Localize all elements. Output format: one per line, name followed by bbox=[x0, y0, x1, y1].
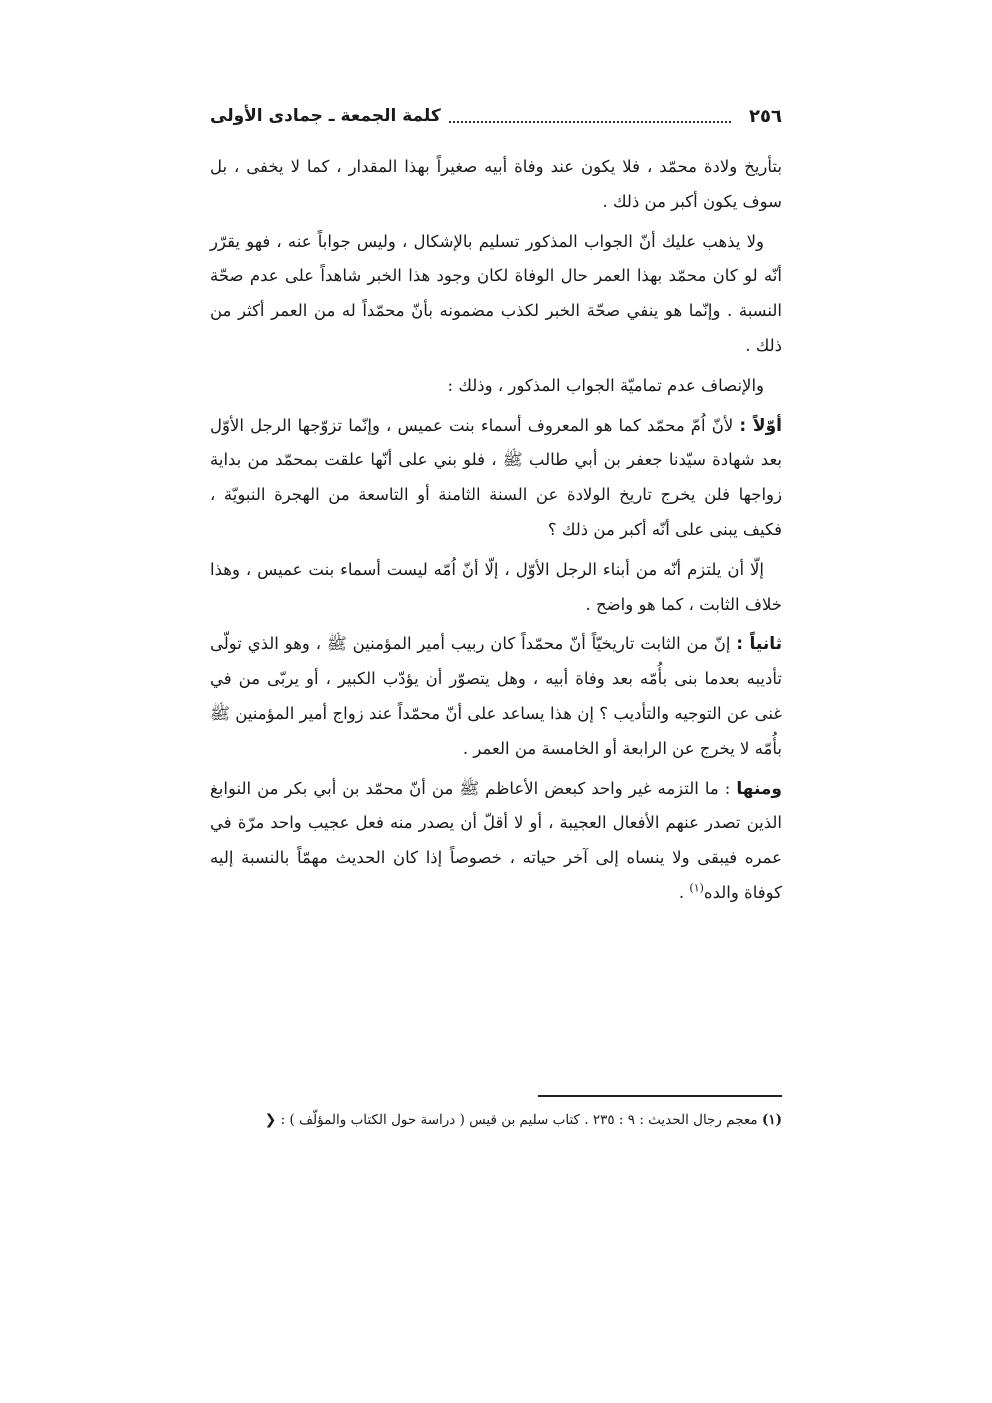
paragraph-6 bbox=[210, 627, 782, 766]
header-dotted-leader bbox=[449, 109, 731, 123]
footnote-marker: (١) bbox=[761, 1112, 782, 1128]
paragraph-2 bbox=[210, 225, 782, 364]
paragraph-3 bbox=[210, 369, 782, 404]
body-text bbox=[210, 150, 782, 916]
paragraph-4-text: لأنّ اُمّ محمّد كما هو المعروف أسماء بنت عميس ، وإنّما تزوّجها الرجل الأوّل بعد شهادة سيّدنا جعفر بن أبي طالب ﷺ ، فلو بني على أنّها علقت بمحمّد من بداية زواجها فلن يخرج تاريخ الولادة عن السنة الثامنة أو التاسعة من الهجرة النبويّة ، فكيف يبنى على أنّه أكبر من ذلك ؟ bbox=[210, 415, 782, 539]
paragraph-1-text: بتأريخ ولادة محمّد ، فلا يكون عند وفاة أبيه صغيراً بهذا المقدار ، كما لا يخفى ، بل سوف يكون أكبر من ذلك . bbox=[210, 157, 782, 211]
footnote-text: معجم رجال الحديث : ٩ : ٢٣٥ . كتاب سليم بن قيس ( دراسة حول الكتاب والمؤلّف ) : bbox=[280, 1112, 762, 1128]
paragraph-4-lead: أوّلاً : bbox=[739, 415, 782, 436]
paragraph-1 bbox=[210, 150, 782, 220]
paragraph-7-lead: ومنها bbox=[736, 778, 782, 799]
paragraph-6-text: إنّ من الثابت تاريخيّاً أنّ محمّداً كان ربيب أمير المؤمنين ﷺ ، وهو الذي تولّى تأديبه بعدما بنى بأُمّه بعد وفاة أبيه ، وهل يتصوّر أن يؤدّب الكبير ، أو يربّى من في غنى عن التوجيه والتأديب ؟ إن هذا يساعد على أنّ محمّداً عند زواج أمير المؤمنين ﷺ بأُمّه لا يخرج عن الرابعة أو الخامسة من العمر . bbox=[210, 634, 782, 758]
page-header bbox=[210, 100, 782, 132]
paragraph-5-text: إلّا أن يلتزم أنّه من أبناء الرجل الأوّل ، إلّا أنّ اُمّه ليست أسماء بنت عميس ، وهذا خلاف الثابت ، كما هو واضح . bbox=[210, 559, 782, 614]
continuation-arrow-icon: ❮ bbox=[264, 1112, 277, 1128]
footnote bbox=[210, 1108, 782, 1132]
paragraph-5 bbox=[210, 553, 782, 623]
footnote-divider bbox=[538, 1095, 782, 1097]
paragraph-7-text: : ما التزمه غير واحد كبعض الأعاظم ﷺ من أنّ محمّد بن أبي بكر من النوابغ الذين تصدر عنهم الأفعال العجيبة ، أو لا أقلّ أن يصدر منه فعل عجيب واحد مرّة في عمره فيبقى ولا ينساه إلى آخر حياته ، خصوصاً إذا كان الحديث مهمّاً بالنسبة إليه كوفاة والده bbox=[210, 778, 782, 902]
page-number: ٢٥٦ bbox=[749, 105, 782, 127]
journal-title: كلمة الجمعة ـ جمادى الأولى bbox=[210, 106, 441, 126]
paragraph-7 bbox=[210, 772, 782, 911]
paragraph-3-text: والإنصاف عدم تماميّة الجواب المذكور ، وذلك : bbox=[447, 375, 764, 395]
paragraph-4 bbox=[210, 409, 782, 548]
paragraph-7-end: . bbox=[678, 882, 690, 902]
paragraph-2-text: ولا يذهب عليك أنّ الجواب المذكور تسليم بالإشكال ، وليس جواباً عنه ، فهو يقرّر أنّه لو كان محمّد بهذا العمر حال الوفاة لكان وجود هذا الخبر شاهداً على عدم صحّة النسبة . وإنّما هو ينفي صحّة الخبر لكذب مضمونه بأنّ محمّداً له من العمر أكثر من ذلك . bbox=[210, 231, 782, 355]
footnote-reference[interactable]: (١) bbox=[689, 881, 704, 895]
paragraph-6-lead: ثانياً : bbox=[736, 634, 782, 655]
